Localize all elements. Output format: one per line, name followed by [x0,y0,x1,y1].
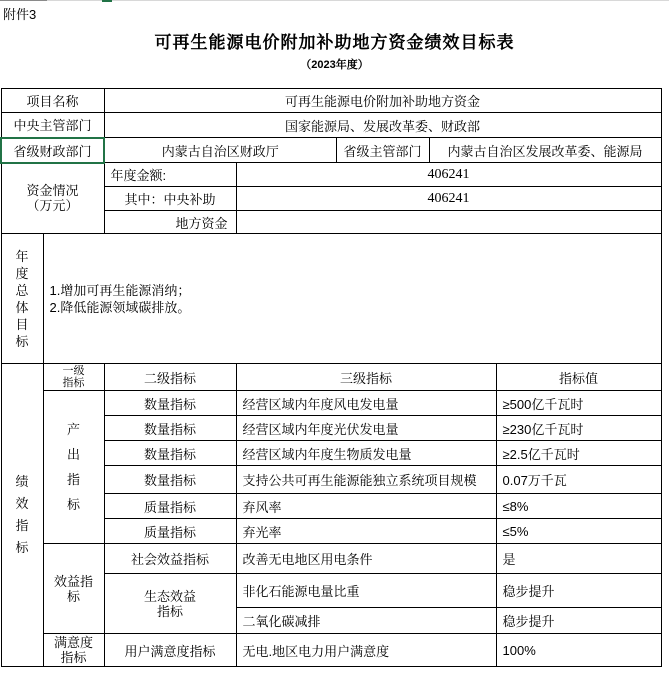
central-subsidy-value-cell[interactable]: 406241 [236,187,661,211]
goal-char: 目 [15,316,29,332]
indicator-level2-cell[interactable]: 社会效益指标 [104,544,236,574]
indicator-level3-cell[interactable]: 支持公共可再生能源能独立系统项目规模 [236,466,496,494]
indicator-level3-cell[interactable]: 经营区域内年度光伏发电量 [236,416,496,441]
output-char: 产 [66,422,80,437]
prov-finance-label-cell-selected[interactable]: 省级财政部门 [1,138,104,163]
indicator-level3-cell[interactable]: 经营区域内年度生物质发电量 [236,441,496,466]
header-level1-cell[interactable] [43,364,104,391]
eco-label-line2: 指标 [156,603,183,619]
benefit-label-line1: 效益指 [53,573,93,589]
indicator-level3-cell[interactable]: 弃光率 [236,519,496,544]
indicator-level3-cell[interactable]: 弃风率 [236,494,496,519]
local-funds-value-cell[interactable] [236,211,661,234]
indicator-value-cell[interactable]: ≥230亿千瓦时 [496,416,661,441]
indicator-value-cell[interactable]: ≥2.5亿千瓦时 [496,441,661,466]
central-dept-value-cell[interactable]: 国家能源局、发展改革委、财政部 [104,113,661,138]
annual-goal-content-cell[interactable] [43,234,661,364]
indicator-level2-cell[interactable]: 质量指标 [104,519,236,544]
performance-target-table [0,88,662,667]
perf-char: 指 [15,518,29,533]
project-name-label-cell[interactable]: 项目名称 [1,89,104,113]
benefit-indicator-group-cell[interactable] [43,544,104,634]
perf-char: 效 [15,496,29,511]
satisfaction-label-line1: 满意度 [53,635,93,650]
perf-char: 绩 [15,474,29,489]
prov-finance-value-cell[interactable]: 内蒙古自治区财政厅 [104,138,336,163]
central-dept-label-cell[interactable]: 中央主管部门 [1,113,104,138]
page-subtitle: （2023年度） [300,59,369,71]
perf-section-label-cell[interactable] [1,364,43,667]
header-value-cell[interactable]: 指标值 [496,364,661,391]
satisfaction-label-line2: 指标 [60,650,87,665]
indicator-level2-cell[interactable]: 数量指标 [104,391,236,416]
funds-label-line1: 资金情况 [26,183,79,199]
indicator-level3-cell[interactable]: 改善无电地区用电条件 [236,544,496,574]
eco-label-line1: 生态效益 [143,588,196,604]
indicator-level2-cell[interactable]: 用户满意度指标 [104,634,236,667]
sheet-top-gridline [0,0,669,1]
indicator-level2-cell[interactable]: 数量指标 [104,416,236,441]
header-level1-line1: 一级 [62,365,85,377]
local-funds-label-cell[interactable]: 地方资金 [104,211,236,234]
funds-label-line2: （万元） [26,198,79,214]
annual-goal-line2: 2.降低能源领域碳排放。 [49,299,191,315]
attachment-label: 附件3 [3,7,37,22]
indicator-value-cell[interactable]: 0.07万千瓦 [496,466,661,494]
indicator-level2-cell[interactable]: 数量指标 [104,466,236,494]
indicator-level3-cell[interactable]: 经营区域内年度风电发电量 [236,391,496,416]
annual-goal-label-cell[interactable] [1,234,43,364]
perf-char: 标 [15,540,29,555]
sheet-top-gridline-dark-segment [0,0,47,1]
benefit-label-line2: 标 [66,588,80,604]
eco-benefit-group-cell[interactable] [104,574,236,634]
indicator-level2-cell[interactable]: 数量指标 [104,441,236,466]
output-indicator-group-cell[interactable] [43,391,104,544]
satisfaction-group-cell[interactable] [43,634,104,667]
header-level2-cell[interactable]: 二级指标 [104,364,236,391]
indicator-level2-cell[interactable]: 质量指标 [104,494,236,519]
output-char: 指 [66,472,80,487]
annual-amount-label-cell[interactable]: 年度金额: [104,163,236,187]
selection-column-marker [102,0,112,2]
funds-section-label-cell[interactable] [1,163,104,234]
central-subsidy-label-cell[interactable]: 其中：中央补助 [104,187,236,211]
indicator-value-cell[interactable]: 稳步提升 [496,608,661,634]
header-level3-cell[interactable]: 三级指标 [236,364,496,391]
annual-goal-line1: 1.增加可再生能源消纳； [49,282,191,298]
indicator-value-cell[interactable]: 稳步提升 [496,574,661,608]
prov-dept-value-cell[interactable]: 内蒙古自治区发展改革委、能源局 [429,138,661,163]
indicator-level3-cell[interactable]: 无电.地区电力用户满意度 [236,634,496,667]
goal-char: 总 [15,282,29,298]
goal-char: 体 [15,299,29,315]
prov-dept-label-cell[interactable]: 省级主管部门 [336,138,429,163]
goal-char: 年 [15,248,29,264]
goal-char: 标 [15,333,29,349]
indicator-value-cell[interactable]: ≥500亿千瓦时 [496,391,661,416]
indicator-level3-cell[interactable]: 二氧化碳减排 [236,608,496,634]
goal-char: 度 [15,265,29,281]
output-char: 出 [66,447,80,462]
header-level1-line2: 指标 [62,377,85,389]
indicator-value-cell[interactable]: ≤8% [496,494,661,519]
annual-amount-value-cell[interactable]: 406241 [236,163,661,187]
indicator-level3-cell[interactable]: 非化石能源电量比重 [236,574,496,608]
output-char: 标 [66,497,80,512]
project-name-value-cell[interactable]: 可再生能源电价附加补助地方资金 [104,89,661,113]
indicator-value-cell[interactable]: 100% [496,634,661,667]
indicator-value-cell[interactable]: 是 [496,544,661,574]
indicator-value-cell[interactable]: ≤5% [496,519,661,544]
page-title: 可再生能源电价附加补助地方资金绩效目标表 [154,33,515,52]
